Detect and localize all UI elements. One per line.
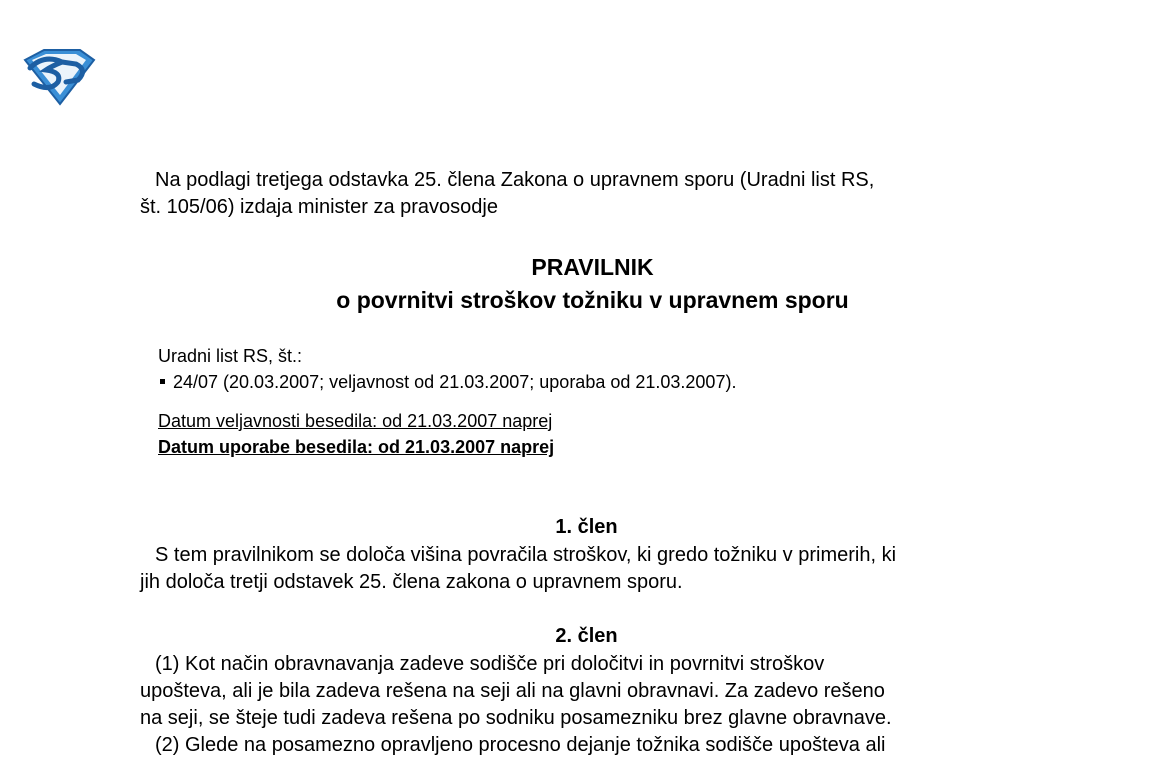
document-subtitle: o povrnitvi stroškov tožniku v upravnem sporu [336, 287, 849, 313]
article-2-heading: 2. člen [555, 625, 618, 647]
intro-line-1-text: Na podlagi tretjega odstavka 25. člena Zakona o upravnem sporu (Uradni list RS, [155, 169, 875, 191]
intro-line-2: št. 105/06) izdaja minister za pravosodje [140, 196, 498, 218]
validity-date-link[interactable]: Datum veljavnosti besedila: od 21.03.2007 naprej [158, 411, 553, 431]
company-logo [22, 48, 96, 106]
gazette-block [158, 343, 736, 395]
intro-line-1 [140, 167, 1033, 194]
article-2-line-1-text: (1) Kot način obravnavanja zadeve sodišče pri določitvi in povrnitvi stroškov [155, 653, 825, 675]
article-2-line-2: upošteva, ali je bila zadeva rešena na seji ali na glavni obravnavi. Za zadevo rešeno [140, 680, 885, 702]
intro-paragraph [140, 167, 1033, 221]
gazette-entry-text: 24/07 (20.03.2007; veljavnost od 21.03.2007; uporaba od 21.03.2007). [173, 372, 737, 392]
document-title: PRAVILNIK [531, 254, 654, 280]
article-1-line-2: jih določa tretji odstavek 25. člena zakona o upravnem sporu. [140, 571, 683, 593]
article-2-line-3: na seji, se šteje tudi zadeva rešena po sodniku posamezniku brez glavne obravnave. [140, 707, 892, 729]
gazette-label: Uradni list RS, št.: [158, 346, 303, 366]
article-1-heading: 1. člen [555, 516, 618, 538]
article-1-body [140, 542, 1033, 596]
validity-block [158, 408, 554, 460]
gazette-entry [158, 369, 736, 395]
article-2-line-1 [140, 651, 1033, 678]
article-2-line-4-text: (2) Glede na posamezno opravljeno procesno dejanje tožnika sodišče upošteva ali [155, 734, 886, 756]
article-1-line-1-text: S tem pravilnikom se določa višina povračila stroškov, ki gredo tožniku v primerih, ki [155, 544, 897, 566]
bullet-icon [160, 379, 165, 384]
use-date-link[interactable]: Datum uporabe besedila: od 21.03.2007 naprej [158, 437, 555, 457]
article-2-line-4 [140, 732, 1033, 759]
article-1-line-1 [140, 542, 1033, 569]
